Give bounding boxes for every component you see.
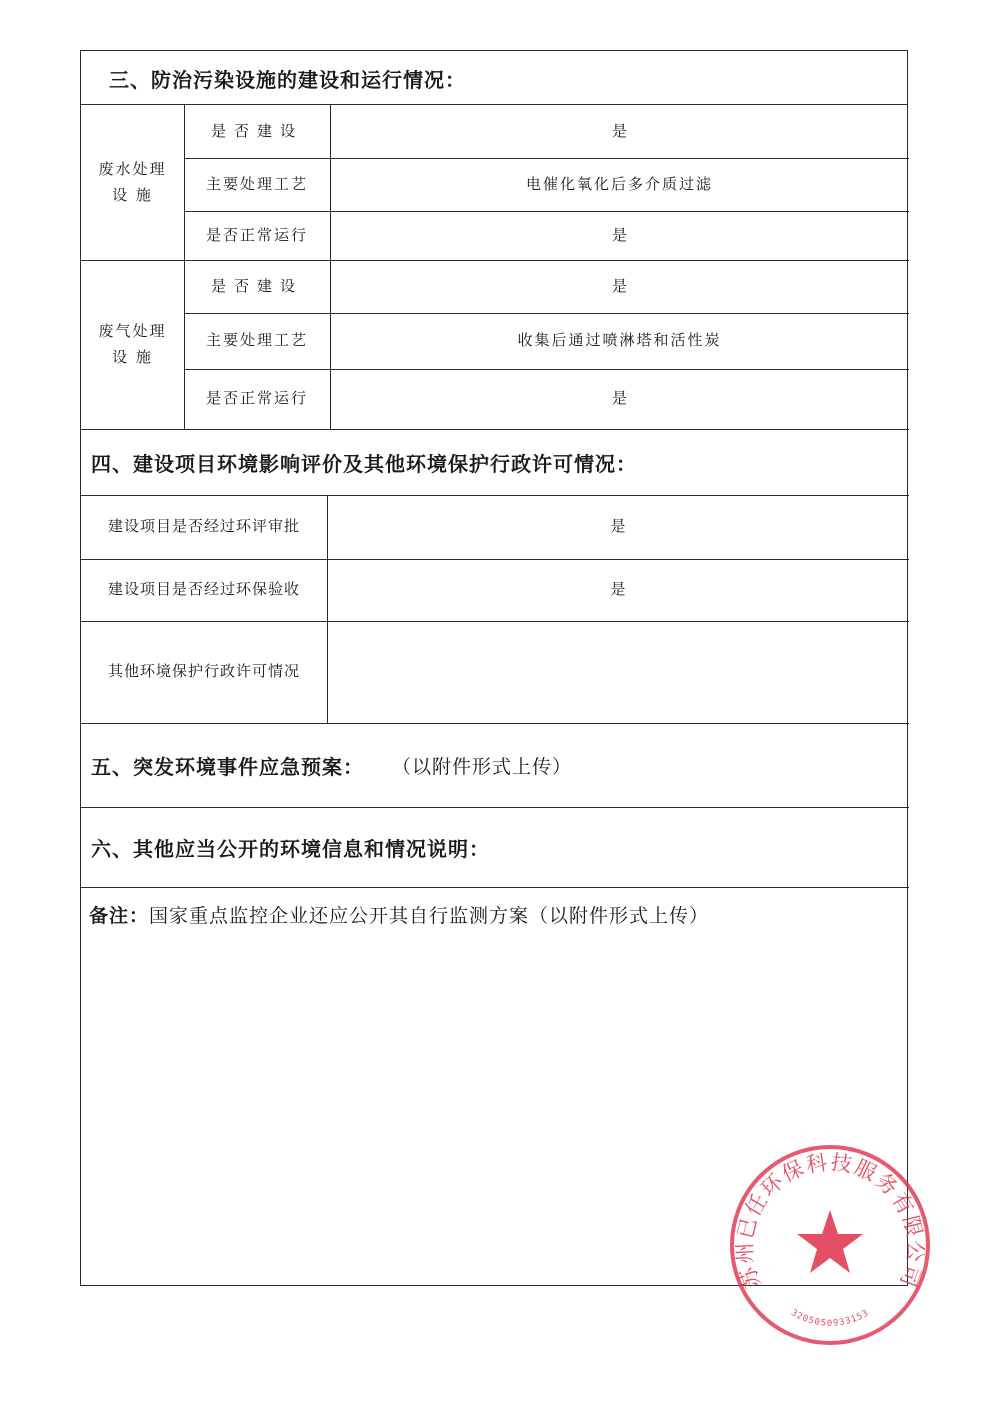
- wastegas-value: 是: [611, 276, 627, 295]
- approval-value: 是: [610, 517, 626, 536]
- section6-title: 六、其他应当公开的环境信息和情况说明：: [91, 836, 490, 861]
- approval-item: 建设项目是否经过环评审批: [107, 517, 300, 536]
- star-icon: [797, 1210, 863, 1273]
- svg-text:3205050933153: [789, 1308, 871, 1329]
- remark-text: 国家重点监控企业还应公开其自行监测方案（以附件形式上传）: [149, 905, 710, 927]
- seal-number: 3205050933153: [788, 1308, 872, 1329]
- acceptance-value: 是: [610, 580, 626, 599]
- divider: [81, 887, 909, 888]
- wastewater-item: 是否建设: [210, 121, 303, 140]
- wastegas-value: 是: [611, 389, 627, 408]
- section5-note: （以附件形式上传）: [392, 755, 573, 778]
- seal-name: 苏州已任环保科技服务有限公司: [732, 1150, 928, 1292]
- wastewater-value: 是: [611, 225, 627, 244]
- wastewater-item: 主要处理工艺: [205, 174, 308, 193]
- section5-title: 五、突发环境事件应急预案：: [91, 754, 364, 779]
- wastewater-value: 电催化氧化后多介质过滤: [525, 174, 713, 193]
- remark-label: 备注：: [89, 905, 150, 927]
- section5-heading: [91, 723, 572, 807]
- wastewater-item: 是否正常运行: [205, 225, 308, 244]
- document-table: [80, 50, 908, 1286]
- other-permit-item: 其他环境保护行政许可情况: [107, 662, 300, 681]
- section3-title: 三、防治污染设施的建设和运行情况：: [109, 67, 466, 92]
- remark: [89, 901, 709, 928]
- section4-title: 四、建设项目环境影响评价及其他环境保护行政许可情况：: [91, 451, 637, 476]
- wastegas-label: 废气处理 设 施: [98, 322, 167, 366]
- wastegas-value: 收集后通过喷淋塔和活性炭: [517, 331, 722, 350]
- wastewater-value: 是: [611, 121, 627, 140]
- wastegas-item: 是否建设: [210, 276, 303, 295]
- wastegas-item: 主要处理工艺: [205, 331, 308, 350]
- other-permit-value: [327, 621, 909, 723]
- company-seal: [725, 1140, 935, 1350]
- acceptance-item: 建设项目是否经过环保验收: [107, 580, 300, 599]
- section3-heading-row: [81, 51, 907, 105]
- wastewater-label: 废水处理 设 施: [98, 160, 167, 204]
- wastegas-item: 是否正常运行: [205, 389, 308, 408]
